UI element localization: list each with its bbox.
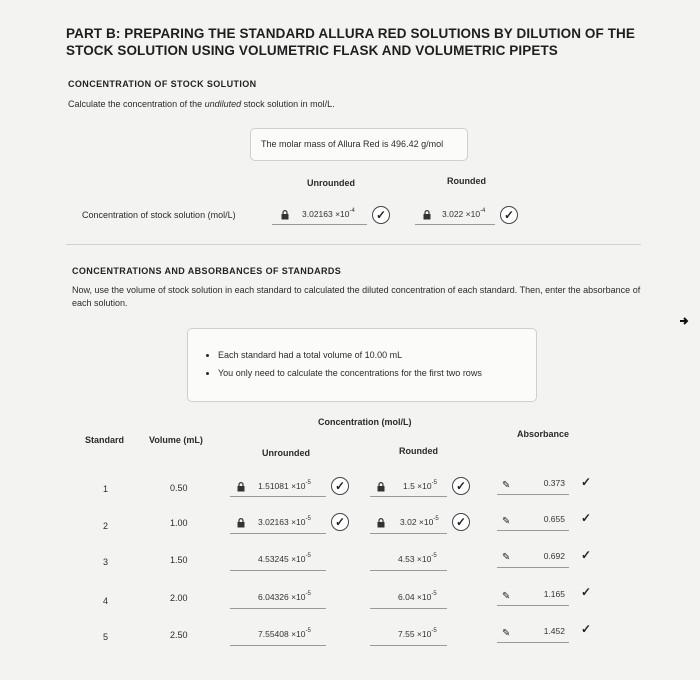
pencil-icon: ✎ (502, 516, 511, 527)
row4-unrounded-input[interactable]: $6.04326 \times 10^{-5}$ (230, 587, 326, 609)
row5-unrounded-input[interactable]: $7.55408 \times 10^{-5}$ (230, 624, 326, 646)
check-circle-icon: ✓ (452, 513, 470, 531)
row3-unrounded-input[interactable]: $4.53245 \times 10^{-5}$ (230, 550, 326, 571)
row2-standard: 2 (103, 521, 109, 531)
row4-absorbance-input[interactable]: 1.165 (497, 585, 569, 606)
check-circle-icon: ✓ (331, 513, 349, 531)
molar-mass-note-box (250, 128, 468, 161)
stock-instruction: Calculate the concentration of the undiluted stock solution in mol/L. (68, 99, 335, 109)
checkmark-icon: ✓ (581, 511, 592, 525)
check-circle-icon: ✓ (452, 477, 470, 495)
stock-unrounded-field: $3.02163 \times 10^{-4}$ (272, 204, 367, 225)
row5-rounded-input[interactable]: $7.55 \times 10^{-5}$ (370, 624, 447, 646)
row5-absorbance-input[interactable]: 1.452 (497, 622, 569, 643)
col-standard: Standard (85, 435, 125, 445)
col-absorbance: Absorbance (517, 429, 570, 439)
stock-rounded-field: $3.022 \times 10^{-4}$ (415, 204, 495, 225)
row2-absorbance-input[interactable]: 0.655 (497, 510, 569, 531)
row3-volume: 1.50 (170, 555, 188, 565)
col-rounded: Rounded (399, 446, 438, 456)
col-volume: Volume (mL) (149, 435, 203, 445)
check-circle-icon: ✓ (500, 206, 518, 224)
col-unrounded: Unrounded (262, 448, 310, 458)
pencil-icon: ✎ (502, 628, 511, 639)
pencil-icon: ✎ (502, 480, 511, 491)
row5-volume: 2.50 (170, 630, 188, 640)
row1-unrounded-field: $1.51081 \times 10^{-5}$ (230, 476, 326, 497)
col-concentration: Concentration (mol/L) (318, 417, 412, 427)
section-divider (66, 244, 641, 245)
page-title: PART B: PREPARING THE STANDARD ALLURA RED SOLUTIONS BY DILUTION OF THE STOCK SOLUTION USING VOLUMETRIC FLASK AND VOLUMETRIC PIPETS (66, 26, 635, 58)
row4-standard: 4 (103, 596, 109, 606)
row2-volume: 1.00 (170, 518, 188, 528)
pencil-icon: ✎ (502, 552, 511, 563)
standards-heading: CONCENTRATIONS AND ABSORBANCES OF STANDARDS (72, 266, 342, 276)
checkmark-icon: ✓ (581, 548, 592, 562)
row2-rounded-field: $3.02 \times 10^{-5}$ (370, 512, 447, 534)
stock-col-rounded: Rounded (447, 176, 486, 186)
molar-mass-note: The molar mass of Allura Red is 496.42 g/mol (261, 139, 444, 149)
note-total-volume: • Each standard had a total volume of 10.00 mL (218, 346, 482, 364)
row1-absorbance-input[interactable]: 0.373 (497, 474, 569, 495)
check-circle-icon: ✓ (331, 477, 349, 495)
pencil-icon: ✎ (502, 591, 511, 602)
stock-col-unrounded: Unrounded (307, 178, 355, 188)
checkmark-icon: ✓ (581, 475, 592, 489)
row3-standard: 3 (103, 557, 109, 567)
standards-notes-box (187, 328, 537, 402)
stock-row-label: Concentration of stock solution (mol/L) (82, 210, 236, 220)
row1-standard: 1 (103, 484, 109, 494)
row1-rounded-field: $1.5 \times 10^{-5}$ (370, 476, 447, 497)
row5-standard: 5 (103, 632, 109, 642)
row3-rounded-input[interactable]: $4.53 \times 10^{-5}$ (370, 550, 447, 571)
row3-absorbance-input[interactable]: 0.692 (497, 547, 569, 568)
standards-instruction: Now, use the volume of stock solution in each standard to calculated the diluted concentration of each standard. Then, enter the absorbance of each solution. (72, 285, 641, 308)
standards-notes-list (204, 346, 482, 382)
row4-volume: 2.00 (170, 593, 188, 603)
stock-heading: CONCENTRATION OF STOCK SOLUTION (68, 79, 257, 89)
note-first-two-rows: • You only need to calculate the concentrations for the first two rows (218, 364, 482, 382)
check-circle-icon: ✓ (372, 206, 390, 224)
row1-volume: 0.50 (170, 483, 188, 493)
row4-rounded-input[interactable]: $6.04 \times 10^{-5}$ (370, 587, 447, 609)
checkmark-icon: ✓ (581, 622, 592, 636)
checkmark-icon: ✓ (581, 585, 592, 599)
mouse-cursor-icon (678, 314, 690, 332)
row2-unrounded-field: $3.02163 \times 10^{-5}$ (230, 512, 326, 534)
